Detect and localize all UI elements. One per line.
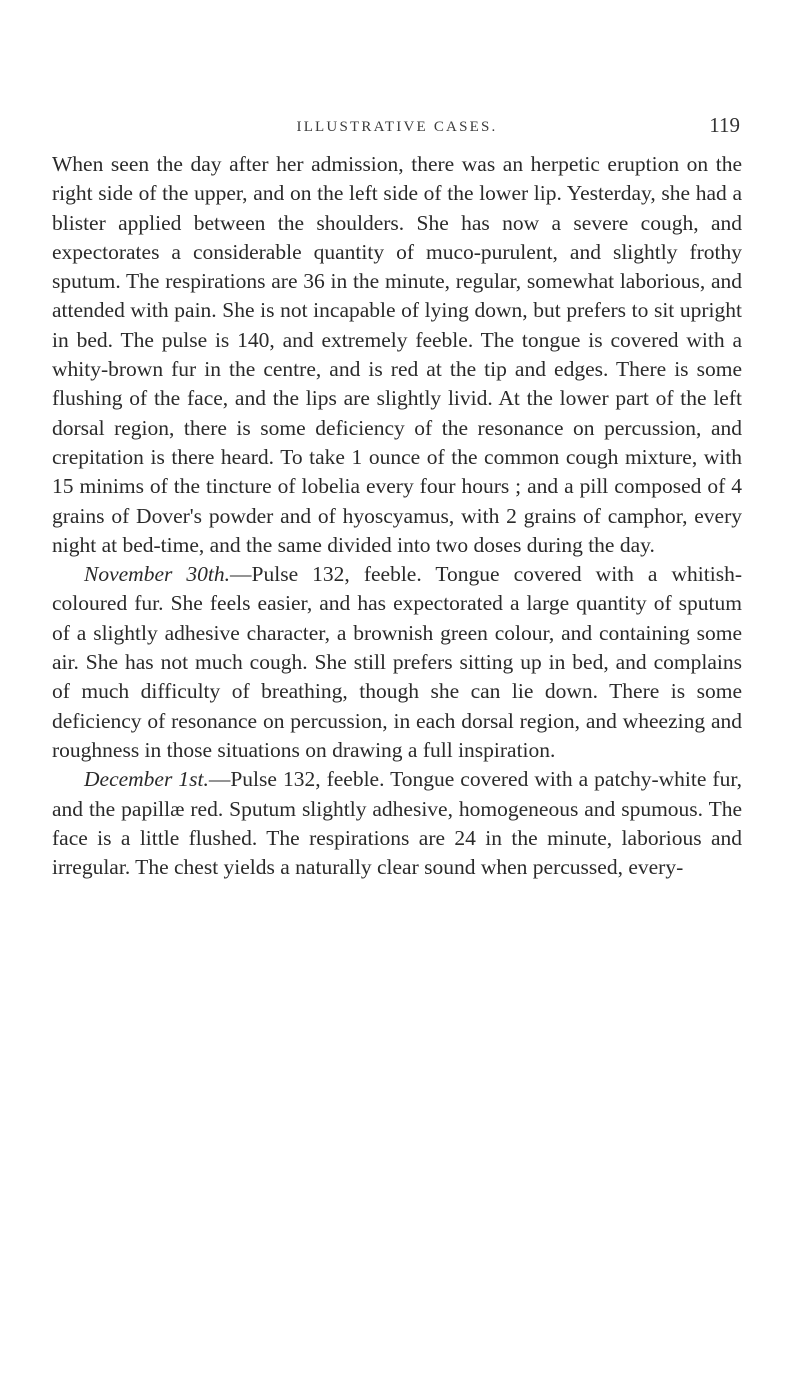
paragraph-text: —Pulse 132, feeble. Tongue covered with a patchy-white fur, and the papillæ red. Sputum slightly adhesive, homogeneous and spumous. The face is a little flushed. The respirations are 24 in the minute, laborious and irregular. The chest yields a naturally clear sound when percussed, every- (52, 767, 742, 880)
running-head (52, 113, 742, 143)
running-title: ILLUSTRATIVE CASES. (296, 119, 498, 135)
book-page (52, 0, 742, 1375)
paragraph-text: —Pulse 132, feeble. Tongue covered with a whitish-coloured fur. She feels easier, and has expectorated a large quantity of sputum of a slightly adhesive character, a brownish green colour, and containing some air. She has not much cough. She still prefers sitting up in bed, and complains of much difficulty of breathing, though she can lie down. There is some deficiency of resonance on percussion, in each dorsal region, and wheezing and roughness in those situations on drawing a full inspiration. (52, 562, 742, 762)
paragraph-text: When seen the day after her admission, there was an herpetic eruption on the right side of the upper, and on the left side of the lower lip. Yesterday, she had a blister applied between the shoulders. She has now a severe cough, and expectorates a considerable quantity of muco-purulent, and slightly frothy sputum. The respirations are 36 in the minute, regular, somewhat laborious, and attended with pain. She is not incapable of lying down, but prefers to sit upright in bed. The pulse is 140, and extremely feeble. The tongue is covered with a whity-brown fur in the centre, and is red at the tip and edges. There is some flushing of the face, and the lips are slightly livid. At the lower part of the left dorsal region, there is some deficiency of the resonance on percussion, and crepitation is there heard. To take 1 ounce of the common cough mixture, with 15 minims of the tincture of lobelia every four hours ; and a pill composed of 4 grains of Dover's powder and of hyoscyamus, with 2 grains of camphor, every night at bed-time, and the same divided into two doses during the day. (52, 152, 742, 557)
paragraph-december-1 (52, 765, 742, 882)
entry-date: December 1st. (84, 767, 209, 792)
paragraph-november-30 (52, 560, 742, 765)
entry-date: November 30th. (84, 562, 231, 587)
body-text (52, 150, 742, 882)
page-number: 119 (709, 113, 740, 137)
paragraph-admission (52, 150, 742, 560)
